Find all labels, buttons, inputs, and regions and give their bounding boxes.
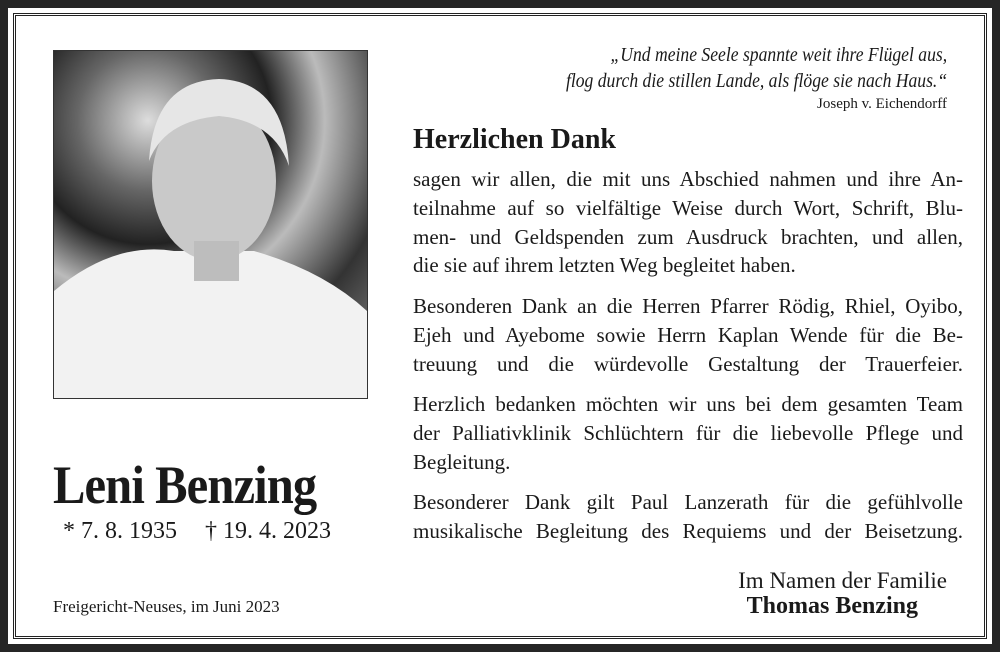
paragraph-3 (413, 390, 963, 476)
deceased-name (53, 454, 346, 516)
signature-name: Thomas Benzing (746, 593, 918, 619)
text-line: men- und Geldspenden zum Ausdruck brachten, und allen, (413, 224, 963, 249)
quote-line-2: flog durch die stillen Lande, als flöge sie nach Haus.“ (565, 70, 947, 92)
signature-line: Im Namen der Familie (738, 568, 947, 593)
quote-author: Joseph v. Eichendorff (817, 96, 947, 112)
heading: Herzlichen Dank (413, 124, 616, 155)
text-line: Besonderen Dank an die Herren Pfarrer Rödig, Rhiel, Oyibo, (413, 294, 963, 318)
text-line: der Palliativklinik Schlüchtern für die liebevolle Pflege und (413, 420, 963, 445)
paragraph-4 (413, 488, 963, 546)
death-date: † 19. 4. 2023 (205, 518, 331, 544)
birth-date: * 7. 8. 1935 (63, 518, 177, 544)
text-line: teilnahme auf so vielfältige Weise durch Wort, Schrift, Blu- (413, 195, 963, 220)
text-line: die sie auf ihrem letzten Weg begleitet haben. (413, 253, 796, 278)
deceased-name-text: Leni Benzing (53, 455, 317, 515)
paragraph-1 (413, 165, 963, 280)
text-line: musikalische Begleitung des Requiems und der Beisetzung. (413, 518, 963, 543)
text-line: sagen wir allen, die mit uns Abschied nahmen und ihre An- (413, 167, 963, 191)
portrait-photo (53, 50, 368, 399)
text-line: Ejeh und Ayebome sowie Herrn Kaplan Wende für die Be- (413, 322, 963, 347)
text-line: Herzlich bedanken möchten wir uns bei dem gesamten Team (413, 392, 963, 416)
text-line: Begleitung. (413, 449, 511, 474)
quote (514, 42, 947, 94)
place-date: Freigericht-Neuses, im Juni 2023 (53, 597, 280, 616)
text-line: treuung und die würdevolle Gestaltung der Trauerfeier. (413, 351, 963, 376)
paragraph-2 (413, 292, 963, 378)
obituary-card (8, 8, 992, 644)
quote-line-1: „Und meine Seele spannte weit ihre Flügel aus, (610, 44, 947, 66)
text-line: Besonderer Dank gilt Paul Lanzerath für die gefühlvolle (413, 490, 963, 514)
